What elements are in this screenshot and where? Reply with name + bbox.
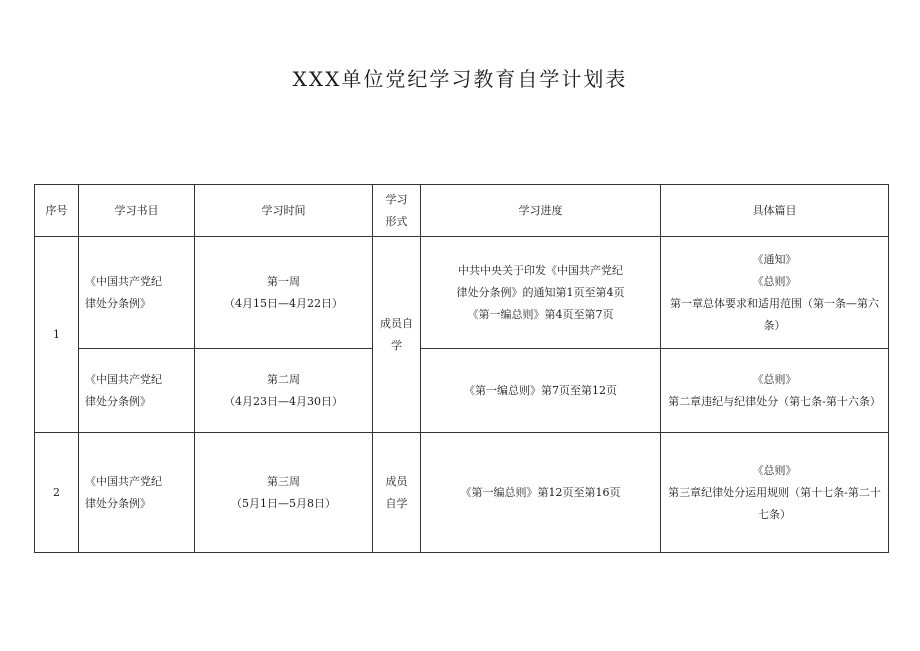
form-line: 成员自	[380, 316, 413, 330]
week-label: 第一周	[267, 274, 300, 288]
book-cell	[79, 237, 195, 349]
header-seq: 序号	[35, 185, 79, 237]
progress-cell	[421, 237, 661, 349]
book-line: 律处分条例》	[85, 496, 151, 510]
chapter-line: 第二章违纪与纪律处分（第七条-第十六条）	[668, 394, 881, 408]
progress-line: 律处分条例》的通知第1页至第4页	[456, 285, 625, 299]
date-range: （4月23日—4月30日）	[224, 394, 343, 408]
header-book: 学习书目	[79, 185, 195, 237]
table-row	[35, 349, 889, 433]
progress-line: 《第一编总则》第12页至第16页	[460, 485, 621, 499]
date-range: （4月15日—4月22日）	[224, 296, 343, 310]
chapters-cell	[661, 237, 889, 349]
study-plan-table	[34, 184, 889, 553]
chapter-line: 《总则》	[752, 372, 797, 386]
book-cell	[79, 433, 195, 553]
header-time: 学习时间	[195, 185, 373, 237]
form-line: 自学	[385, 496, 408, 510]
book-line: 《中国共产党纪	[85, 474, 162, 488]
progress-cell	[421, 433, 661, 553]
chapter-line: 《总则》	[752, 463, 797, 477]
book-cell	[79, 349, 195, 433]
date-range: （5月1日—5月8日）	[231, 496, 336, 510]
progress-line: 《第一编总则》第7页至第12页	[464, 383, 617, 397]
seq-cell: 1	[35, 237, 79, 433]
chapter-line: 第一章总体要求和适用范围（第一条—第六	[670, 296, 879, 310]
progress-cell	[421, 349, 661, 433]
header-form-line2: 形式	[385, 214, 408, 228]
table-row	[35, 237, 889, 349]
chapter-line: 第三章纪律处分运用规则（第十七条-第二十	[668, 485, 881, 499]
book-line: 《中国共产党纪	[85, 274, 162, 288]
chapters-cell	[661, 433, 889, 553]
progress-line: 《第一编总则》第4页至第7页	[467, 307, 614, 321]
seq-cell: 2	[35, 433, 79, 553]
week-label: 第三周	[267, 474, 300, 488]
header-form	[373, 185, 421, 237]
table-header-row	[35, 185, 889, 237]
book-line: 律处分条例》	[85, 296, 151, 310]
form-line: 学	[391, 338, 402, 352]
chapter-line: 条）	[763, 318, 786, 332]
form-cell	[373, 433, 421, 553]
chapters-cell	[661, 349, 889, 433]
book-line: 《中国共产党纪	[85, 372, 162, 386]
form-line: 成员	[385, 474, 408, 488]
book-line: 律处分条例》	[85, 394, 151, 408]
chapter-line: 《通知》	[752, 252, 797, 266]
week-label: 第二周	[267, 372, 300, 386]
progress-line: 中共中央关于印发《中国共产党纪	[458, 263, 623, 277]
header-form-line1: 学习	[385, 192, 408, 206]
header-progress: 学习进度	[421, 185, 661, 237]
chapter-line: 七条）	[758, 507, 791, 521]
time-cell	[195, 349, 373, 433]
time-cell	[195, 237, 373, 349]
table-row	[35, 433, 889, 553]
form-cell	[373, 237, 421, 433]
header-chapters: 具体篇目	[661, 185, 889, 237]
page-title: XXX单位党纪学习教育自学计划表	[292, 67, 628, 91]
chapter-line: 《总则》	[752, 274, 797, 288]
time-cell	[195, 433, 373, 553]
